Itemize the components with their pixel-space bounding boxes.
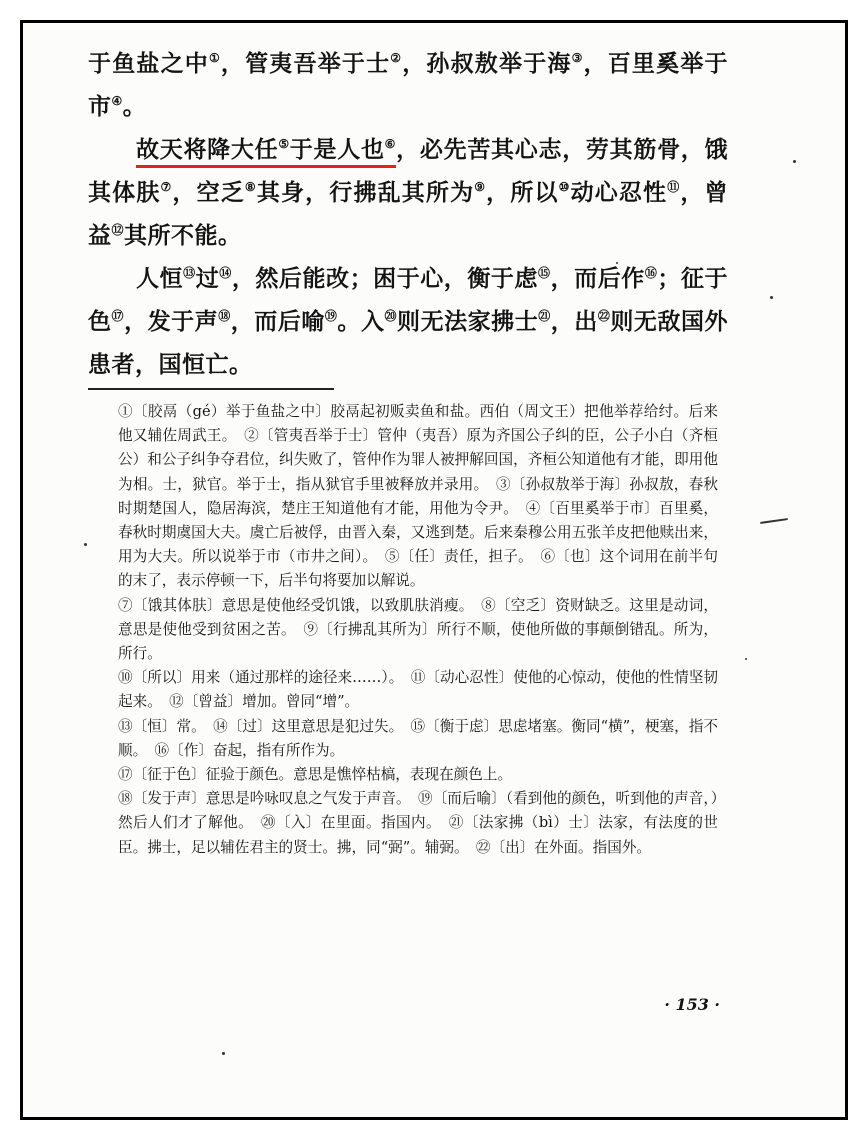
text-run: 其所不能。 <box>124 222 242 249</box>
footnotes-block <box>118 763 718 787</box>
footnote-ref: ① <box>208 51 221 65</box>
scan-speck <box>222 1052 225 1055</box>
footnote-ref: ⑧ <box>244 180 257 194</box>
footnote-ref: ④ <box>111 94 123 108</box>
footnote: ㉒〔出〕在外面。指国外。 <box>475 838 652 856</box>
text-run: ，而后作 <box>550 265 645 292</box>
text-run: ，孙叔敖举于海 <box>402 50 572 77</box>
footnote: ③〔孙叔敖举于海〕孙叔敖，春秋时期楚国人，隐居海滨，楚庄王知道他有才能，用他为令尹。 <box>118 475 718 517</box>
text-run: ，发于声 <box>124 308 219 335</box>
footnote: ⑬〔恒〕常。 <box>118 717 199 735</box>
footnote-ref: ⑤ <box>278 137 290 151</box>
text-run: 故天将降大任 <box>136 136 279 163</box>
footnote: ⑮〔衡于虑〕思虑堵塞。衡同“横”，梗塞，指不顺。 <box>118 717 718 759</box>
scan-speck <box>793 160 796 163</box>
main-paragraph-2 <box>88 128 728 257</box>
footnotes <box>118 400 718 860</box>
footnote: ⑦〔饿其体肤〕意思是使他经受饥饿，以致肌肤消瘦。 <box>118 596 467 614</box>
footnote: ①〔胶鬲（gé）举于鱼盐之中〕胶鬲起初贩卖鱼和盐。西伯（周文王）把他举荐给纣。后来他又辅佐周武王。 <box>118 403 718 445</box>
text-run: ，空乏 <box>172 179 245 206</box>
footnotes-block <box>118 666 718 714</box>
footnote-ref: ⑱ <box>218 309 231 323</box>
footnotes-block <box>118 400 718 594</box>
text-run: ，所以 <box>486 179 559 206</box>
text-run: ，而后喻 <box>230 308 325 335</box>
footnote-ref: ⑥ <box>384 137 397 151</box>
main-paragraph-1 <box>88 42 728 128</box>
scan-speck <box>616 262 618 264</box>
footnote-ref: ㉒ <box>597 309 611 323</box>
footnote: ㉑〔法家拂（bì）士〕法家，有法度的世臣。拂士，足以辅佐君主的贤士。拂，同“弼”。辅弼。 <box>118 814 718 856</box>
footnote-ref: ⑨ <box>474 180 487 194</box>
footnote: ⑱〔发于声〕意思是吟咏叹息之气发于声音。 <box>118 790 404 808</box>
footnotes-block <box>118 715 718 763</box>
page-number: · 153 · <box>664 995 720 1014</box>
text-run: ，然后能改；困于心，衡于虑 <box>231 265 539 292</box>
footnote: ⑳〔入〕在里面。指国内。 <box>260 814 434 832</box>
text-run: 则无法家拂士 <box>397 308 539 335</box>
footnote-ref: ⑬ <box>183 266 196 280</box>
text-run: ，出 <box>550 308 598 335</box>
text-run: 则无敌国外患者，国恒亡。 <box>88 308 728 378</box>
footnote: ⑥〔也〕这个词用在前半句的末了，表示停顿一下，后半句将要加以解说。 <box>118 548 718 590</box>
highlighted-phrase <box>136 136 396 168</box>
footnote: ②〔管夷吾举于士〕管仲（夷吾）原为齐国公子纠的臣，公子小白（齐桓公）和公子纠争夺君位，纠失败了，管仲作为罪人被押解回国，齐桓公知道他有才能，即用他为相。士，狱官。举于士，指从狱官手里被释放并录用。 <box>118 427 718 493</box>
main-paragraph-3 <box>88 257 728 386</box>
footnote-ref: ⑭ <box>219 266 232 280</box>
scan-speck <box>84 543 87 546</box>
footnote-ref: ⑲ <box>324 309 338 323</box>
footnote-ref: ⑩ <box>558 180 571 194</box>
scan-speck <box>745 658 747 660</box>
text-run: 于是人也 <box>289 136 385 163</box>
footnotes-block <box>118 594 718 667</box>
text-run: ，百里奚举于市 <box>88 50 729 120</box>
footnote-ref: ⑫ <box>111 223 125 237</box>
footnote: ④〔百里奚举于市〕百里奚，春秋时期虞国大夫。虞亡后被俘，由晋入秦，又逃到楚。后来秦穆公用五张羊皮把他赎出来，用为大夫。所以说举于市（市井之间）。 <box>118 499 718 566</box>
footnote-ref: ⑰ <box>111 309 125 323</box>
text-run: 。 <box>122 93 147 120</box>
scan-speck <box>770 296 773 299</box>
footnotes-block <box>118 787 718 860</box>
footnote-ref: ⑯ <box>644 266 658 280</box>
text-run: ；征于色 <box>88 265 729 335</box>
text-run: ，曾益 <box>88 179 729 249</box>
text-run: ，必先苦其心志，劳其筋骨，饿其体肤 <box>88 136 728 206</box>
footnote: ⑯〔作〕奋起，指有所作为。 <box>154 741 345 759</box>
footnote-ref: ⑮ <box>538 266 551 280</box>
footnote: ⑫〔曾益〕增加。曾同“增”。 <box>169 693 360 711</box>
footnote-ref: ③ <box>571 51 584 65</box>
footnote-ref: ⑦ <box>160 180 173 194</box>
text-run: 其身，行拂乱其所为 <box>256 179 475 206</box>
text-run: 过 <box>195 265 220 292</box>
footnote-divider <box>88 388 334 390</box>
footnote-ref: ⑪ <box>667 180 681 194</box>
text-run: 人恒 <box>136 265 184 292</box>
footnote: ⑤〔任〕责任，担子。 <box>384 548 526 566</box>
footnote: ⑨〔行拂乱其所为〕所行不顺，使他所做的事颠倒错乱。所为，所行。 <box>118 620 718 663</box>
footnote: ⑲〔而后喻〕（看到他的颜色，听到他的声音，）然后人们才了解他。 <box>118 790 718 832</box>
text-run: 于鱼盐之中 <box>88 50 209 77</box>
footnote: ⑭〔过〕这里意思是犯过失。 <box>213 717 396 735</box>
footnote: ⑧〔空乏〕资财缺乏。这里是动词，意思是使他受到贫困之苦。 <box>118 596 718 638</box>
text-run: 动心忍性 <box>570 179 668 206</box>
text-run: 。入 <box>337 308 385 335</box>
main-text <box>88 42 728 386</box>
footnote: ⑩〔所以〕用来（通过那样的途径来……）。 <box>118 669 397 687</box>
footnote-ref: ② <box>390 51 403 65</box>
footnote: ⑰〔征于色〕征验于颜色。意思是憔悴枯槁，表现在颜色上。 <box>118 766 513 784</box>
footnote: ⑪〔动心忍性〕使他的心惊动，使他的性情坚韧起来。 <box>118 669 718 711</box>
footnote-ref: ⑳ <box>384 309 398 323</box>
text-run: ，管夷吾举于士 <box>220 50 391 77</box>
footnote-ref: ㉑ <box>538 309 551 323</box>
